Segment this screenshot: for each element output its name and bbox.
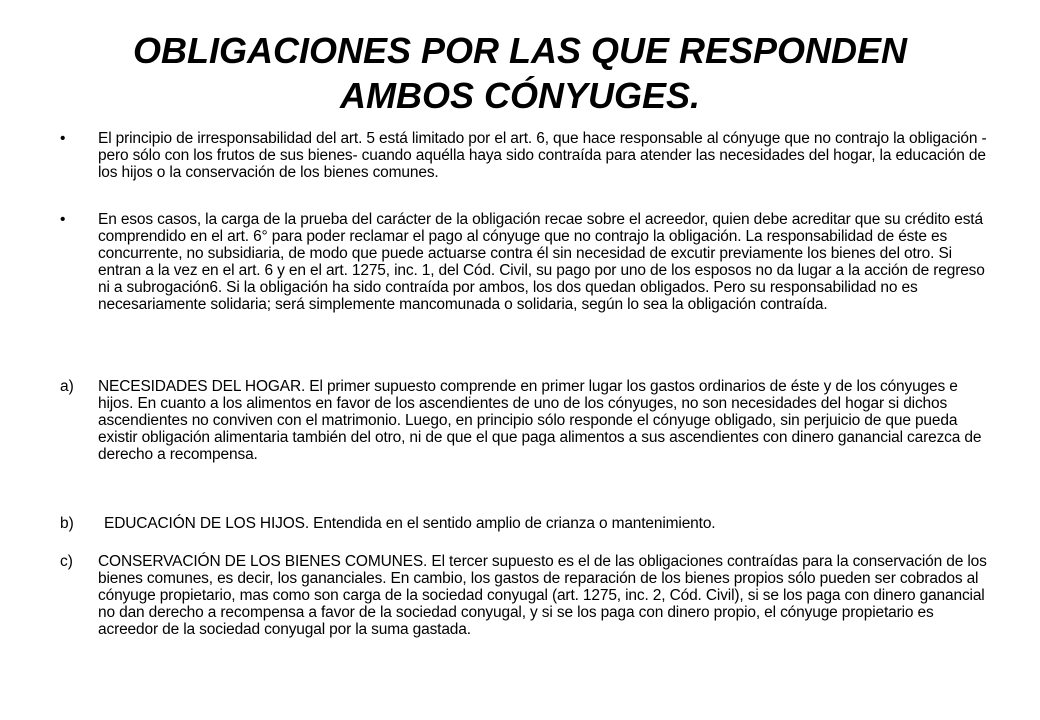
paragraph-text: EDUCACIÓN DE LOS HIJOS. Entendida en el sentido amplio de crianza o mantenimiento.	[104, 515, 716, 532]
title-line-2: AMBOS CÓNYUGES.	[339, 75, 701, 116]
list-item-c	[60, 553, 990, 638]
title-line-1: OBLIGACIONES POR LAS QUE RESPONDEN	[132, 30, 908, 71]
paragraph-text: CONSERVACIÓN DE LOS BIENES COMUNES. El tercer supuesto es el de las obligaciones contraídas para la conservación de los bienes comunes, es decir, los gananciales. En cambio, los gastos de reparación de los bienes propios sólo pueden ser cobrados al cónyuge propietario, mas como son carga de la sociedad conyugal (art. 1275, inc. 2, Cód. Civil), si se los paga con dinero ganancial no dan derecho a recompensa a favor de la sociedad conyugal, y si se los paga con dinero propio, el cónyuge propietario es acreedor de la sociedad conyugal por la suma gastada.	[98, 553, 987, 638]
list-item-b	[60, 515, 990, 532]
paragraph-text: NECESIDADES DEL HOGAR. El primer supuesto comprende en primer lugar los gastos ordinarios de éste y de los cónyuges e hijos. En cuanto a los alimentos en favor de los ascendientes de uno de los cónyuges, no son necesidades del hogar si dichos ascendientes no conviven con el matrimonio. Luego, en principio sólo responde el cónyuge obligado, sin perjuicio de que pueda existir obligación alimentaria también del otro, ni de que el que paga alimentos a sus ascendientes con dinero ganancial carezca de derecho a recompensa.	[98, 378, 982, 463]
list-item-a	[60, 378, 990, 463]
list-marker: b)	[60, 515, 74, 532]
paragraph-text: En esos casos, la carga de la prueba del carácter de la obligación recae sobre el acreedor, quien debe acreditar que su crédito está comprendido en el art. 6° para poder reclamar el pago al cónyuge que no contrajo la obligación. La responsabilidad de éste es concurrente, no subsidiaria, de modo que puede actuarse contra él sin necesidad de excutir previamente los bienes del otro. Si entran a la vez en el art. 6 y en el art. 1275, inc. 1, del Cód. Civil, su pago por uno de los esposos no da lugar a la acción de regreso ni a subrogación6. Si la obligación ha sido contraída por ambos, los dos quedan obligados. Pero su responsabilidad no es necesariamente solidaria; será simplemente mancomunada o solidaria, según lo sea la obligación contraída.	[98, 211, 985, 313]
list-marker: a)	[60, 378, 74, 395]
bullet-paragraph-1	[60, 130, 990, 181]
bullet-marker: •	[60, 211, 66, 228]
bullet-paragraph-2	[60, 211, 990, 313]
paragraph-text: El principio de irresponsabilidad del art. 5 está limitado por el art. 6, que hace responsable al cónyuge que no contrajo la obligación -pero sólo con los frutos de sus bienes- cuando aquélla haya sido contraída para atender las necesidades del hogar, la educación de los hijos o la conservación de los bienes comunes.	[98, 130, 987, 181]
list-marker: c)	[60, 553, 73, 570]
slide-title	[60, 28, 980, 118]
bullet-marker: •	[60, 130, 66, 147]
